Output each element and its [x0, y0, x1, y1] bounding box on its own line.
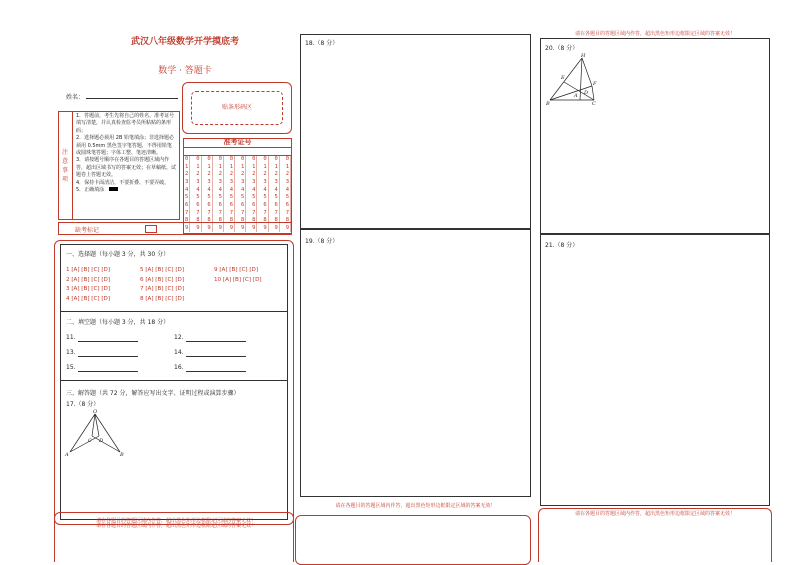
exam-digit-bubble[interactable]: 5: [229, 194, 234, 201]
exam-digit-bubble[interactable]: 4: [240, 186, 245, 193]
q17-label-B: B: [120, 452, 124, 458]
blank-label: 11.: [66, 334, 76, 341]
exam-digit-bubble[interactable]: 7: [274, 209, 278, 216]
exam-digit-bubble[interactable]: 2: [263, 171, 267, 178]
exam-digit-bubble[interactable]: 4: [196, 186, 200, 193]
q20-label-D: D: [584, 90, 589, 96]
exam-digit-bubble[interactable]: 9: [285, 224, 289, 231]
subject-label: 数学 · 答题卡: [158, 66, 212, 76]
choice-row[interactable]: 5 [A] [B] [C] [D]: [140, 267, 185, 273]
exam-number-column: [241, 156, 246, 232]
q17-label-A: A: [65, 452, 69, 458]
exam-digit-bubble[interactable]: 2: [274, 171, 278, 178]
exam-digit-bubble[interactable]: 9: [229, 224, 234, 231]
exam-digit-bubble[interactable]: 1: [185, 163, 189, 170]
exam-number-column: [275, 156, 280, 232]
blank-15[interactable]: [78, 371, 138, 372]
exam-digit-bubble[interactable]: 4: [185, 186, 189, 193]
notice-divider: [72, 111, 73, 220]
next-page-box: [295, 515, 531, 565]
exam-digit-bubble[interactable]: 5: [240, 194, 245, 201]
exam-digit-bubble[interactable]: 6: [218, 201, 222, 208]
exam-digit-bubble[interactable]: 2: [218, 171, 222, 178]
choice-row[interactable]: 6 [A] [B] [C] [D]: [140, 276, 185, 283]
blank-14[interactable]: [186, 356, 246, 357]
exam-digit-bubble[interactable]: 5: [252, 194, 256, 201]
exam-digit-bubble[interactable]: 7: [185, 209, 189, 216]
q17-figure: [64, 408, 128, 460]
q20-label-H: H: [581, 53, 586, 59]
q18-area[interactable]: [300, 34, 531, 229]
blank-label: 16.: [174, 364, 184, 371]
exam-number-column: [252, 156, 257, 232]
q17-edge: [70, 436, 99, 452]
exam-digit-bubble[interactable]: 5: [218, 194, 222, 201]
exam-digit-bubble[interactable]: 8: [185, 217, 189, 224]
exam-digit-bubble[interactable]: 6: [196, 201, 200, 208]
warning-text: 请在各题目的答题区域内作答，超出黑色矩形边框限定区域的答案无效！: [574, 31, 735, 37]
exam-digit-bubble[interactable]: 0: [252, 156, 256, 162]
exam-digit-bubble[interactable]: 3: [207, 178, 211, 185]
q21-area[interactable]: [540, 234, 770, 506]
q20-label-E: E: [561, 75, 565, 81]
exam-digit-bubble[interactable]: 4: [252, 186, 256, 193]
section3-title: 三、解答题（共 72 分，解答应写出文字、证明过程或演算步骤）: [66, 390, 240, 397]
exam-digit-bubble[interactable]: 5: [285, 194, 289, 201]
q20-label-A: A: [574, 93, 578, 99]
absent-checkbox[interactable]: [145, 225, 157, 233]
exam-number-column: [219, 156, 224, 232]
q20-label-C: C: [592, 101, 596, 106]
exam-digit-bubble[interactable]: 9: [263, 224, 267, 231]
exam-digit-bubble[interactable]: 4: [274, 186, 278, 193]
notice-item: 1．答题前，考生先将自己的姓名、准考证号填写清楚，并认真检查监考员所粘贴的条形码；: [76, 113, 175, 134]
q20-edge: [580, 58, 582, 100]
exam-digit-bubble[interactable]: 8: [240, 217, 245, 224]
exam-number-column: [286, 156, 291, 232]
section1-title: 一、选择题（每小题 3 分，共 30 分）: [66, 251, 170, 258]
exam-number-write-row[interactable]: [183, 147, 292, 156]
exam-digit-bubble[interactable]: 6: [285, 201, 289, 208]
q19-label: 19.（8 分）: [305, 238, 339, 245]
section1-col3: [214, 266, 262, 285]
barcode-area: [191, 91, 283, 125]
choice-row[interactable]: 1 [A] [B] [C] [D]: [66, 267, 111, 273]
exam-digit-bubble[interactable]: 2: [240, 171, 245, 178]
exam-digit-bubble[interactable]: 1: [252, 163, 256, 170]
exam-digit-bubble[interactable]: 8: [207, 217, 211, 224]
blank-12[interactable]: [186, 341, 246, 342]
blank-label: 12.: [174, 334, 184, 341]
exam-digit-bubble[interactable]: 3: [185, 178, 189, 185]
exam-digit-bubble[interactable]: 0: [229, 156, 234, 162]
exam-digit-bubble[interactable]: 0: [274, 156, 278, 162]
exam-digit-bubble[interactable]: 7: [229, 209, 234, 216]
choice-row[interactable]: 10 [A] [B] [C] [D]: [214, 276, 262, 283]
q20-edge: [564, 82, 594, 100]
notice-list: [76, 113, 176, 194]
exam-digit-bubble[interactable]: 9: [252, 224, 256, 231]
exam-digit-bubble[interactable]: 3: [218, 178, 222, 185]
exam-number-column: [196, 156, 201, 232]
q20-label: 20.（8 分）: [545, 45, 579, 52]
exam-digit-bubble[interactable]: 8: [285, 217, 289, 224]
q20-edge: [592, 86, 594, 100]
exam-number-column: [230, 156, 235, 232]
choice-row[interactable]: 2 [A] [B] [C] [D]: [66, 276, 111, 283]
notice-title: 注意事项: [61, 149, 68, 183]
notice-item: 5．正确填涂: [76, 187, 105, 194]
q20-label-B: B: [546, 101, 550, 106]
name-field[interactable]: [86, 98, 178, 99]
exam-digit-bubble[interactable]: 4: [229, 186, 234, 193]
exam-digit-bubble[interactable]: 6: [240, 201, 245, 208]
exam-digit-bubble[interactable]: 7: [218, 209, 222, 216]
exam-digit-bubble[interactable]: 9: [185, 224, 189, 231]
choice-row[interactable]: 9 [A] [B] [C] [D]: [214, 267, 259, 273]
exam-digit-bubble[interactable]: 1: [218, 163, 222, 170]
exam-digit-bubble[interactable]: 1: [207, 163, 211, 170]
exam-digit-bubble[interactable]: 6: [263, 201, 267, 208]
exam-digit-bubble[interactable]: 3: [274, 178, 278, 185]
exam-digit-bubble[interactable]: 8: [252, 217, 256, 224]
exam-digit-bubble[interactable]: 8: [229, 217, 234, 224]
section-divider: [60, 380, 288, 381]
exam-number-column: [263, 156, 268, 232]
exam-number-column: [185, 156, 190, 232]
exam-digit-bubble[interactable]: 3: [196, 178, 200, 185]
q20-edge: [582, 58, 592, 86]
exam-digit-bubble[interactable]: 7: [207, 209, 211, 216]
exam-digit-bubble[interactable]: 2: [285, 171, 289, 178]
notice-item: 4．保持卡面清洁，不要折叠、不要弄破。: [76, 179, 170, 186]
exam-digit-bubble[interactable]: 5: [207, 194, 211, 201]
section1-col2: [140, 266, 184, 304]
section-divider: [60, 311, 288, 312]
exam-number-title: 准考证号: [183, 138, 292, 148]
exam-digit-bubble[interactable]: 6: [274, 201, 278, 208]
exam-digit-bubble[interactable]: 6: [185, 201, 189, 208]
section2-title: 二、填空题（每小题 3 分，共 18 分）: [66, 319, 170, 326]
notice-item: 3．请按题号顺序在各题目的答题区域内作答，超出区域书写的答案无效；在草稿纸、试题卷上答题无效。: [76, 157, 177, 179]
exam-digit-bubble[interactable]: 8: [274, 217, 278, 224]
warning-text: 请在各题目的答题区域内作答，超出黑色矩形边框限定区域的答案无效！: [95, 518, 256, 524]
exam-digit-bubble[interactable]: 0: [196, 156, 200, 162]
exam-digit-bubble[interactable]: 5: [274, 194, 278, 201]
q17-label-C: C: [88, 438, 92, 444]
blank-13[interactable]: [78, 356, 138, 357]
exam-digit-bubble[interactable]: 5: [185, 194, 189, 201]
q17-label-D: D: [99, 438, 104, 444]
exam-digit-bubble[interactable]: 3: [263, 178, 267, 185]
exam-digit-bubble[interactable]: 5: [263, 194, 267, 201]
exam-digit-bubble[interactable]: 2: [229, 171, 234, 178]
exam-digit-bubble[interactable]: 3: [285, 178, 289, 185]
next-page-box: [54, 512, 294, 562]
blank-16[interactable]: [186, 371, 246, 372]
exam-digit-bubble[interactable]: 3: [229, 178, 234, 185]
name-label: 姓名：: [66, 94, 85, 101]
q17-label-O: O: [93, 409, 98, 415]
choice-row[interactable]: 4 [A] [B] [C] [D]: [66, 295, 111, 302]
exam-digit-bubble[interactable]: 8: [218, 217, 222, 224]
exam-digit-bubble[interactable]: 7: [285, 209, 289, 216]
exam-digit-bubble[interactable]: 1: [285, 163, 289, 170]
notice-item-fill: [76, 187, 176, 194]
exam-digit-bubble[interactable]: 5: [196, 194, 200, 201]
exam-digit-bubble[interactable]: 1: [196, 163, 200, 170]
exam-digit-bubble[interactable]: 8: [263, 217, 267, 224]
exam-digit-bubble[interactable]: 0: [218, 156, 222, 162]
exam-digit-bubble[interactable]: 7: [240, 209, 245, 216]
exam-digit-bubble[interactable]: 8: [196, 217, 200, 224]
choice-row[interactable]: 8 [A] [B] [C] [D]: [140, 295, 185, 302]
exam-digit-bubble[interactable]: 7: [252, 209, 256, 216]
exam-digit-bubble[interactable]: 0: [285, 156, 289, 162]
warning-text: 请在各题目的答题区域内作答，超出黑色矩形边框限定区域的答案无效！: [335, 503, 496, 509]
exam-digit-bubble[interactable]: 9: [196, 224, 200, 231]
exam-digit-bubble[interactable]: 0: [263, 156, 267, 162]
exam-digit-bubble[interactable]: 4: [207, 186, 211, 193]
exam-digit-bubble[interactable]: 9: [240, 224, 245, 231]
q19-area[interactable]: [300, 229, 531, 497]
blank-label: 13.: [66, 349, 76, 356]
exam-digit-bubble[interactable]: 4: [263, 186, 267, 193]
exam-digit-bubble[interactable]: 9: [218, 224, 222, 231]
q17-label: 17.（8 分）: [66, 401, 100, 408]
exam-digit-bubble[interactable]: 9: [207, 224, 211, 231]
q21-label: 21.（8 分）: [545, 242, 579, 249]
page-title: 武汉八年级数学开学摸底考: [130, 37, 239, 47]
exam-digit-bubble[interactable]: 9: [274, 224, 278, 231]
subject-title: [120, 63, 250, 76]
exam-digit-bubble[interactable]: 2: [207, 171, 211, 178]
exam-digit-bubble[interactable]: 3: [240, 178, 245, 185]
q20-figure: [544, 50, 604, 106]
warning-text: 请在各题目的答题区域内作答，超出黑色矩形边框限定区域的答案无效！: [574, 511, 735, 517]
filled-mark-sample: [109, 187, 118, 191]
warning-text: 请在各题目的答题区域内作答，超出黑色矩形边框限定区域的答案无效！: [95, 523, 256, 529]
barcode-label: 贴条形码区: [221, 104, 252, 111]
exam-digit-bubble[interactable]: 1: [229, 163, 234, 170]
notice-item: 2．选择题必须用 2B 铅笔填涂；非选择题必须用 0.5mm 黑色签字笔答题，不得用铅笔或圆珠笔答题；字体工整、笔迹清晰。: [76, 135, 174, 157]
exam-number-grid: [185, 156, 291, 232]
exam-digit-bubble[interactable]: 2: [196, 171, 200, 178]
choice-row[interactable]: 3 [A] [B] [C] [D]: [66, 286, 111, 292]
exam-digit-bubble[interactable]: 1: [263, 163, 267, 170]
exam-digit-bubble[interactable]: 0: [207, 156, 211, 162]
blank-label: 15.: [66, 364, 76, 371]
exam-number-column: [207, 156, 212, 232]
blank-11[interactable]: [78, 341, 138, 342]
exam-digit-bubble[interactable]: 0: [185, 156, 189, 162]
q18-label: 18.（8 分）: [305, 40, 339, 47]
absent-label: 缺考标记: [75, 227, 100, 234]
exam-digit-bubble[interactable]: 3: [252, 178, 256, 185]
exam-digit-bubble[interactable]: 0: [240, 156, 245, 162]
exam-digit-bubble[interactable]: 2: [252, 171, 256, 178]
choice-row[interactable]: 7 [A] [B] [C] [D]: [140, 286, 185, 292]
exam-digit-bubble[interactable]: 2: [185, 171, 189, 178]
exam-digit-bubble[interactable]: 6: [207, 201, 211, 208]
exam-digit-bubble[interactable]: 7: [196, 209, 200, 216]
section1-col1: [66, 266, 110, 304]
exam-digit-bubble[interactable]: 4: [285, 186, 289, 193]
exam-digit-bubble[interactable]: 1: [274, 163, 278, 170]
exam-digit-bubble[interactable]: 6: [252, 201, 256, 208]
q17-edge: [92, 436, 120, 452]
exam-digit-bubble[interactable]: 1: [240, 163, 245, 170]
exam-digit-bubble[interactable]: 4: [218, 186, 222, 193]
q17-edge: [70, 414, 95, 452]
exam-digit-bubble[interactable]: 7: [263, 209, 267, 216]
q20-label-F: F: [593, 81, 597, 87]
blank-label: 14.: [174, 349, 184, 356]
exam-digit-bubble[interactable]: 6: [229, 201, 234, 208]
